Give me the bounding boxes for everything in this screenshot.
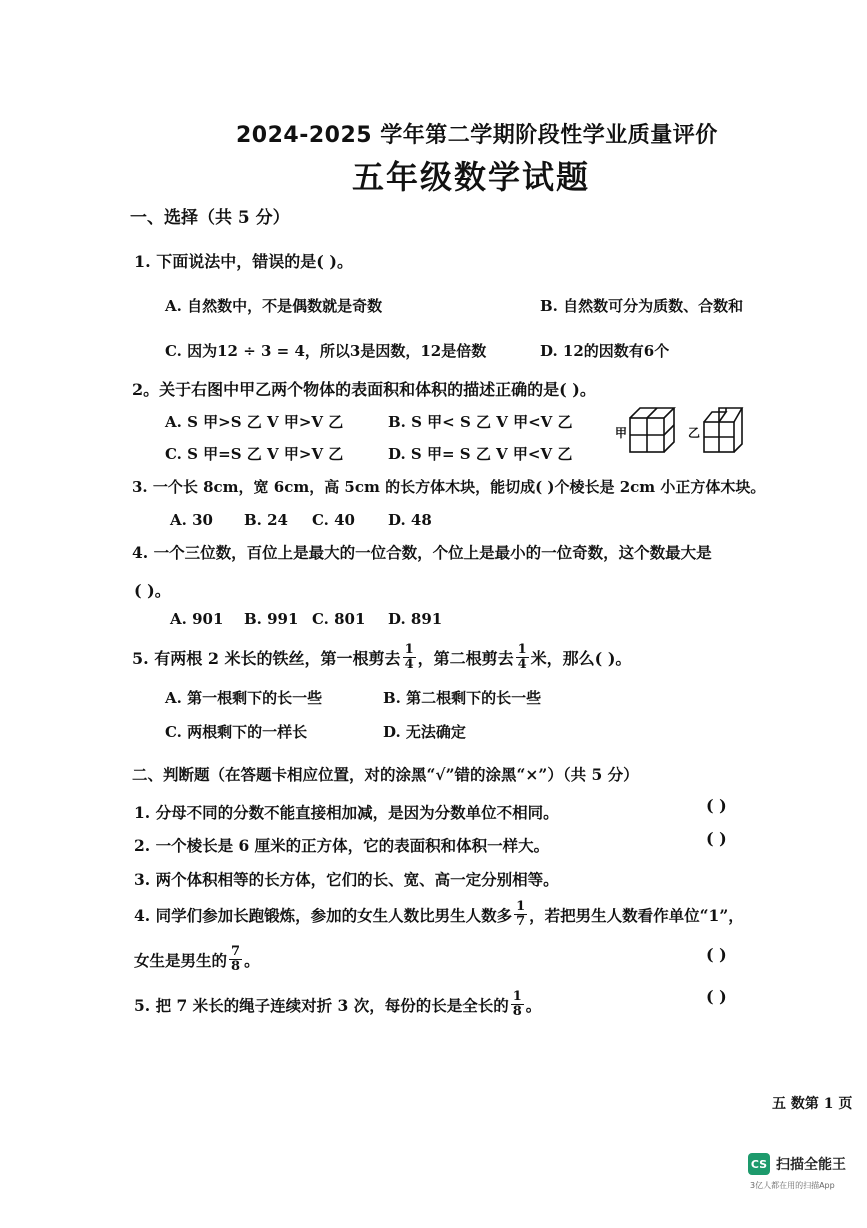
- q2-option-a: A. S 甲>S 乙 V 甲>V 乙: [165, 413, 344, 431]
- judge-q4-frac2-num: 7: [231, 944, 241, 959]
- judge-q4-frac2-den: 8: [231, 959, 241, 974]
- judge-q3: 3. 两个体积相等的长方体，它们的长、宽、高一定分别相等。: [134, 870, 559, 889]
- judge-q5-part1: 5. 把 7 米长的绳子连续对折 3 次，每份的长是全长的: [134, 995, 509, 1015]
- judge-q4-frac1-den: 7: [516, 914, 526, 929]
- judge-q2-answer-paren: ( ): [706, 829, 727, 848]
- judge-q4-line1: [134, 900, 744, 929]
- judge-q4-fraction-1: [514, 900, 527, 929]
- scanner-app-name: 扫描全能王: [776, 1157, 846, 1173]
- q1-option-c: C. 因为12 ÷ 3 = 4，所以3是因数，12是倍数: [165, 342, 487, 360]
- section1-heading: 一、选择（共 5 分）: [130, 208, 290, 228]
- q4-option-c: C. 801: [312, 610, 366, 628]
- judge-q2: 2. 一个棱长是 6 厘米的正方体，它的表面积和体积一样大。: [134, 836, 550, 855]
- q5-fraction-2: [516, 643, 529, 672]
- judge-q5-answer-paren: ( ): [706, 987, 727, 1006]
- q3-option-b: B. 24: [244, 511, 288, 529]
- exam-title: 2024-2025 学年第二学期阶段性学业质量评价: [236, 123, 718, 148]
- q4-option-b: B. 991: [244, 610, 299, 628]
- judge-q5-frac-num: 1: [512, 989, 522, 1004]
- judge-q4-fraction-2: [229, 945, 242, 974]
- q5-option-d: D. 无法确定: [383, 723, 466, 741]
- q5-fraction-1: [403, 643, 416, 672]
- q2-figure: [600, 400, 750, 460]
- q5-option-a: A. 第一根剩下的长一些: [165, 689, 323, 707]
- q4-option-d: D. 891: [388, 610, 443, 628]
- scanner-logo-icon: CS: [748, 1153, 770, 1175]
- exam-subtitle: 五年级数学试题: [352, 158, 591, 196]
- q3-option-a: A. 30: [170, 511, 213, 529]
- q2-figure-label-yi: 乙: [688, 426, 701, 440]
- judge-q5-part2: 。: [525, 995, 542, 1015]
- q1-option-d: D. 12的因数有6个: [540, 342, 670, 360]
- scanner-slogan: 3亿人都在用的扫描App: [750, 1181, 835, 1190]
- q3-option-d: D. 48: [388, 511, 432, 529]
- judge-q4-part4: 。: [244, 950, 260, 970]
- q3-option-c: C. 40: [312, 511, 355, 529]
- q5-frac2-num: 1: [517, 642, 527, 657]
- q5-option-c: C. 两根剩下的一样长: [165, 723, 308, 741]
- q2-option-b: B. S 甲< S 乙 V 甲<V 乙: [388, 413, 573, 431]
- judge-q4-part3: 女生是男生的: [134, 950, 228, 970]
- q5-stem-part1: 5. 有两根 2 米长的铁丝，第一根剪去: [132, 649, 401, 668]
- judge-q5-frac-den: 8: [512, 1004, 522, 1019]
- judge-q1-answer-paren: ( ): [706, 796, 727, 815]
- q5-stem-part2: ，第二根剪去: [417, 649, 514, 668]
- section2-heading: 二、判断题（在答题卡相应位置，对的涂黑“√”错的涂黑“×”）（共 5 分）: [132, 765, 639, 784]
- q4-paren: ( )。: [134, 581, 171, 600]
- q2-option-c: C. S 甲=S 乙 V 甲>V 乙: [165, 445, 344, 463]
- scanner-watermark: [748, 1153, 846, 1175]
- judge-q4-frac1-num: 1: [516, 899, 526, 914]
- page-code: 五 数第 1 页: [772, 1096, 853, 1112]
- judge-q4-answer-paren: ( ): [706, 945, 727, 964]
- judge-q1: 1. 分母不同的分数不能直接相加减，是因为分数单位不相同。: [134, 803, 559, 822]
- q2-option-d: D. S 甲= S 乙 V 甲<V 乙: [388, 445, 573, 463]
- q5-stem-part3: 米，那么( )。: [530, 649, 632, 668]
- q1-option-a: A. 自然数中，不是偶数就是奇数: [165, 297, 383, 315]
- q5-stem: [132, 643, 631, 672]
- judge-q4-line2: [134, 945, 260, 974]
- q2-figure-label-jia: 甲: [615, 426, 628, 440]
- q5-frac1-den: 4: [404, 657, 414, 672]
- judge-q5: [134, 990, 541, 1019]
- q5-frac2-den: 4: [517, 657, 527, 672]
- q3-stem: 3. 一个长 8cm，宽 6cm，高 5cm 的长方体木块，能切成( )个棱长是 2cm 小正方体木块。: [132, 478, 766, 496]
- q1-option-b: B. 自然数可分为质数、合数和: [540, 297, 744, 315]
- q1-stem: 1. 下面说法中，错误的是( )。: [134, 252, 353, 271]
- q5-option-b: B. 第二根剩下的长一些: [383, 689, 542, 707]
- q4-option-a: A. 901: [170, 610, 224, 628]
- judge-q4-part1: 4. 同学们参加长跑锻炼，参加的女生人数比男生人数多: [134, 905, 513, 925]
- q4-stem: 4. 一个三位数，百位上是最大的一位合数，个位上是最小的一位奇数，这个数最大是: [132, 543, 712, 562]
- judge-q5-fraction: [511, 990, 524, 1019]
- q5-frac1-num: 1: [404, 642, 414, 657]
- judge-q4-part2: ，若把男生人数看作单位“1”，: [529, 905, 744, 925]
- q2-stem: 2。关于右图中甲乙两个物体的表面积和体积的描述正确的是( )。: [132, 380, 596, 399]
